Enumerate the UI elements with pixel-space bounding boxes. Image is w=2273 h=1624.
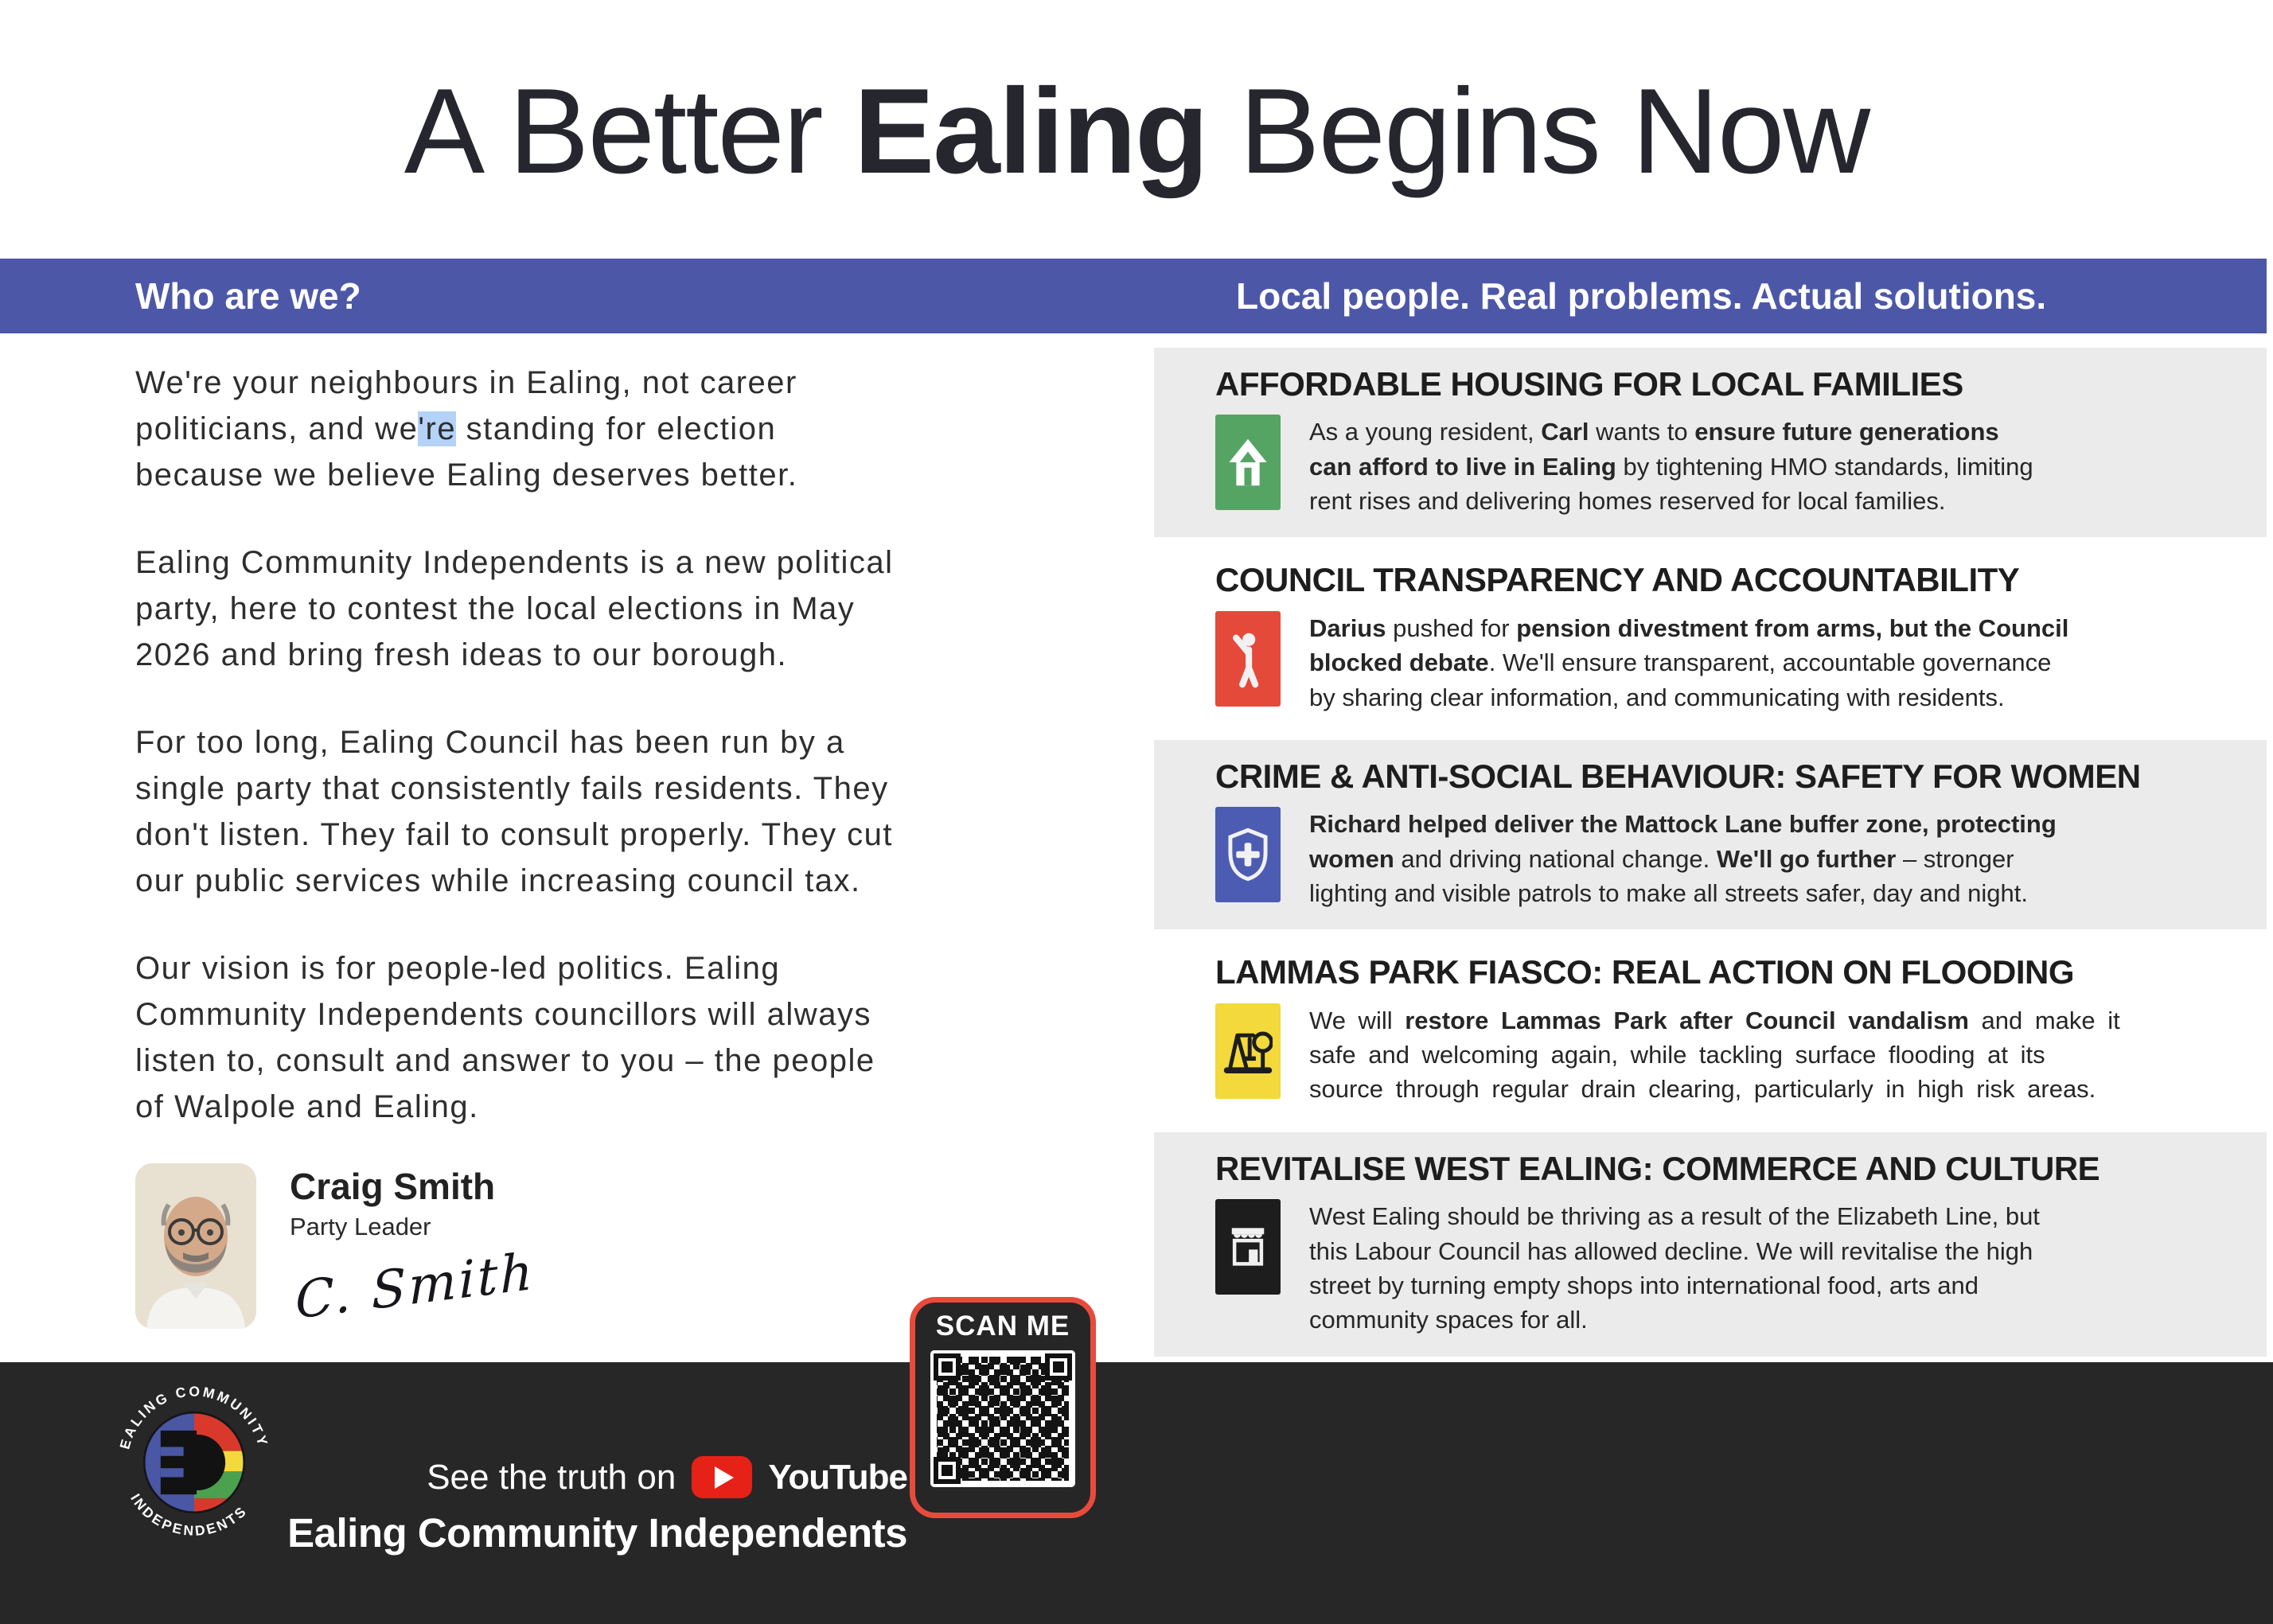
qr-finder-top-left (934, 1353, 961, 1381)
issue-title-transparency: COUNCIL TRANSPARENCY AND ACCOUNTABILITY (1215, 561, 2020, 599)
leader-name: Craig Smith (290, 1166, 496, 1207)
intro-paragraph-1: We're your neighbours in Ealing, not career politicians, and we're standing for election because we believe Ealing deserves better. (135, 365, 798, 493)
qr-finder-bottom-left (934, 1457, 961, 1484)
youtube-line (427, 1456, 907, 1498)
qr-code (930, 1350, 1075, 1487)
issue-section-commerce (1154, 1132, 2267, 1357)
storefront-icon (1215, 1199, 1281, 1295)
masthead (0, 0, 2273, 259)
party-leader-card (135, 1163, 536, 1329)
banner-heading-slogan: Local people. Real problems. Actual solutions. (1236, 275, 2047, 317)
leader-portrait-illustration (135, 1163, 256, 1329)
banner-heading-who-are-we: Who are we? (135, 275, 361, 317)
leader-portrait-photo (135, 1163, 256, 1329)
issue-title-housing: AFFORDABLE HOUSING FOR LOCAL FAMILIES (1215, 365, 1963, 403)
title-pre: A Better (404, 64, 854, 199)
playground-swing-icon (1215, 1003, 1281, 1099)
youtube-channel-name: Ealing Community Independents (287, 1510, 907, 1556)
issue-title-flooding: LAMMAS PARK FIASCO: REAL ACTION ON FLOODING (1215, 953, 2075, 991)
issue-body-housing: As a young resident, Carl wants to ensure future generations can afford to live in Ealing by tightening HMO standards, limiting rent rises and delivering homes reserved for local families. (1309, 418, 2033, 516)
issue-body-transparency: Darius pushed for pension divestment from arms, but the Council blocked debate. We'll ensure transparent, accountable governance by sharing clear information, and communicating with residents. (1309, 613, 2069, 711)
shield-plus-icon (1215, 807, 1281, 902)
leader-meta (290, 1163, 536, 1329)
person-raising-arm-icon (1215, 611, 1281, 707)
scan-me-label: SCAN ME (935, 1310, 1070, 1342)
see-truth-text: See the truth on (427, 1457, 676, 1497)
intro-paragraph-3: For too long, Ealing Council has been run by a single party that consistently fails residents. They don't listen. They fail to consult properly. They cut our public services while increasing council tax. (135, 725, 894, 898)
page-title (0, 62, 2273, 201)
party-logo (110, 1378, 279, 1551)
logo-arc-top-text: EALING COMMUNITY (116, 1383, 272, 1451)
issue-section-transparency (1154, 543, 2267, 733)
house-icon (1215, 415, 1281, 510)
issue-section-housing (1154, 348, 2267, 537)
issue-body-commerce: West Ealing should be thriving as a result of the Elizabeth Line, but this Labour Council has allowed decline. We will revitalise the high street by turning empty shops into international food, arts and community spaces for all. (1309, 1202, 2040, 1334)
issue-title-safety: CRIME & ANTI-SOCIAL BEHAVIOUR: SAFETY FOR WOMEN (1215, 757, 2141, 795)
issue-body-flooding: We will restore Lammas Park after Council vandalism and make it safe and welcoming again, while tackling surface flooding at its source through regular drain clearing, particularly in high risk areas. (1309, 1006, 2120, 1104)
issue-title-commerce: REVITALISE WEST EALING: COMMERCE AND CULTURE (1215, 1149, 2100, 1187)
youtube-play-icon (692, 1456, 752, 1498)
intro-text-column (135, 360, 1134, 1171)
issue-section-safety (1154, 740, 2267, 929)
issue-section-flooding (1154, 936, 2267, 1125)
issue-body-safety: Richard helped deliver the Mattock Lane buffer zone, protecting women and driving national change. We'll go further – stronger lighting and visible patrols to make all streets safer, day and night. (1309, 810, 2057, 908)
logo-arc-bottom-text: INDEPENDENTS (127, 1490, 251, 1539)
intro-paragraph-2: Ealing Community Independents is a new political party, here to contest the local elections in May 2026 and bring fresh ideas to our borough. (135, 545, 894, 672)
qr-finder-top-right (1045, 1353, 1072, 1381)
youtube-wordmark: YouTube (768, 1457, 907, 1497)
footer-bar (0, 1362, 2273, 1624)
title-emphasis: Ealing (853, 64, 1207, 199)
title-post: Begins Now (1207, 64, 1869, 199)
party-logo-roundel (110, 1378, 279, 1547)
leader-signature: C. Smith (294, 1242, 536, 1331)
youtube-callout (263, 1456, 907, 1556)
issues-column (1154, 348, 2267, 1363)
scan-me-badge (910, 1297, 1096, 1518)
intro-paragraph-4: Our vision is for people-led politics. Ealing Community Independents councillors will always listen to, consult and answer to you – the people of Walpole and Ealing. (135, 951, 875, 1124)
section-banner (0, 259, 2267, 333)
leader-role: Party Leader (290, 1213, 431, 1240)
